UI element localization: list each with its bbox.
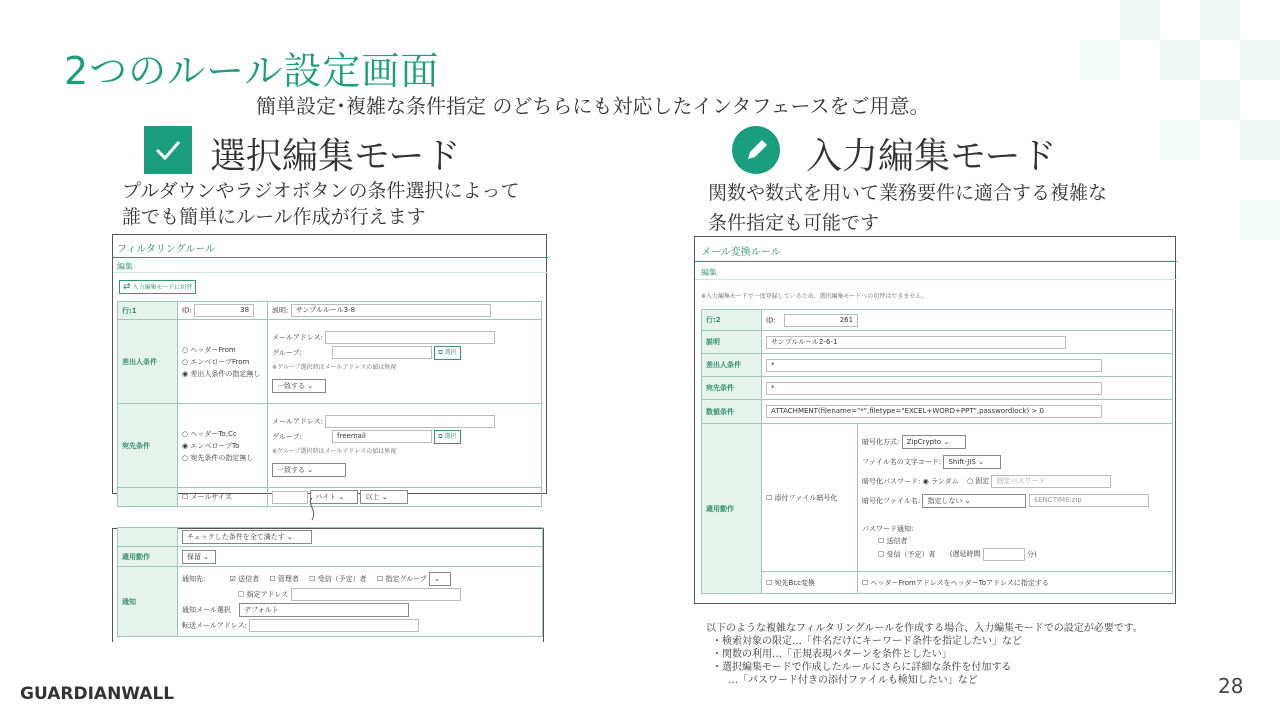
company-logo: GUARDIANWALL [20, 684, 175, 704]
pw-notify-receiver-checkbox[interactable]: ☐ 受信（予定）者 [878, 550, 936, 558]
input-mode-title: 入力編集モード [806, 136, 1057, 177]
formula-condition-input[interactable]: ATTACHMENT(filename="*",filetype="EXCEL+WORD+PPT",passwordlock) > 0 [766, 405, 1102, 418]
notify-sender-checkbox[interactable]: ☑ 送信者 [229, 574, 260, 583]
action-label: 適用動作 [118, 547, 178, 567]
notify-receiver-checkbox[interactable]: ☐ 受信（予定）者 [309, 574, 367, 583]
delay-minutes-input[interactable] [983, 548, 1025, 561]
sender-condition-label: 差出人条件 [702, 354, 762, 377]
panel-subtitle: 編集 [701, 268, 717, 277]
dest-radio-none[interactable]: ○ 宛先条件の指定無し [182, 453, 254, 462]
mail-size-input[interactable] [272, 491, 308, 504]
fixed-password-input[interactable]: 固定パスワード [991, 475, 1111, 488]
filtering-rule-panel-continued [112, 528, 544, 642]
size-unit-select[interactable]: バイト ⌄ [310, 490, 358, 504]
forward-address-input[interactable] [249, 619, 419, 632]
id-field[interactable]: 38 [194, 304, 254, 317]
action-select[interactable]: 保留 ⌄ [182, 550, 216, 564]
sender-radio-envelope-from[interactable]: ○ エンベロープFrom [182, 357, 250, 366]
condition-combine-select[interactable]: チェックした条件を全て満たす ⌄ [182, 530, 312, 544]
sender-condition-input[interactable]: * [766, 359, 1102, 372]
panel-subtitle: 編集 [117, 262, 133, 271]
notify-mail-select[interactable]: デフォルト [239, 603, 409, 617]
sender-radio-none[interactable]: ◉ 差出人条件の指定無し [182, 369, 261, 378]
password-fixed-radio[interactable]: ○ 固定 [966, 477, 990, 485]
panel-title: メール変換ルール [701, 247, 781, 258]
dest-group-input[interactable]: freemail [332, 430, 432, 443]
notify-group-checkbox[interactable]: ☐ 指定グループ [376, 574, 427, 583]
destination-condition-label: 宛先条件 [118, 404, 178, 488]
conversion-rule-table: 行:2 ID: 261 説明 サンプルルール2-6-1 差出人条件 * 宛先条件 * 数値条件 ATTACHMENT(filename="*",filetype="EXCEL+WORD+PPT",passwordlock) > 0 適用動作 ☐ 添付ファイル暗号化 暗号化方式: ZipCrypto ⌄ ファイル名の文字コード: Shift-JIS ⌄ 暗号化パスワード: ◉ ランダム ○ 固定 固定パスワード 暗号化ファイル名: 指定しない ⌄ $ENCTIME.zip パスワード通知: ☐ 送信者 ☐ 受信（予定）者 (遅延時間 分) ☐ 宛先Bcc変換 ☐ ヘッダーFromアドレスをヘッダーToアドレスに指定する [701, 309, 1173, 594]
select-mode-title: 選択編集モード [210, 136, 461, 177]
description-label: 説明 [702, 331, 762, 354]
formula-condition-label: 数値条件 [702, 400, 762, 424]
filter-rule-table: 行:1 ID: 38 説明: サンプルルール3-8 差出人条件 ○ ヘッダーFrom ○ エンベロープFrom ◉ 差出人条件の指定無し メールアドレス: グループ: ⧉ 選択 ※グループ選択時はメールアドレスの値は無視 一致する ⌄ 宛先条件 ○ ヘッダーTo,Cc ◉ エンベロープTo ○ 宛先条件の指定無し メールアドレス: グループ: freemail ⧉ 選択 ※グループ選択時はメールアドレスの値は無視 一致する ⌄ ☐ メールサイズ バイト ⌄ 以上 ⌄ [117, 301, 542, 507]
sender-condition-label: 差出人条件 [118, 320, 178, 404]
page-subtitle: 簡単設定･複雑な条件指定 のどちらにも対応したインタフェースをご用意。 [256, 94, 930, 118]
notify-admin-checkbox[interactable]: ☐ 管理者 [269, 574, 299, 583]
password-notify-label: パスワード通知: [862, 524, 914, 533]
notify-label: 通知 [118, 567, 178, 637]
mail-size-checkbox[interactable]: ☐ メールサイズ [182, 493, 232, 501]
dest-group-select-button[interactable]: ⧉ 選択 [434, 430, 460, 444]
destination-condition-input[interactable]: * [766, 382, 1102, 395]
page-title: 2つのルール設定画面 [64, 49, 440, 93]
pw-notify-sender-checkbox[interactable]: ☐ 送信者 [878, 536, 908, 545]
bcc-convert-checkbox[interactable]: ☐ 宛先Bcc変換 [766, 578, 816, 587]
size-compare-select[interactable]: 以上 ⌄ [360, 490, 408, 504]
continuation-mark-icon [304, 496, 320, 526]
dest-mail-address-input[interactable] [325, 415, 495, 428]
row-label: 行:2 [702, 310, 762, 331]
header-from-to-checkbox[interactable]: ☐ ヘッダーFromアドレスをヘッダーToアドレスに指定する [862, 578, 1049, 587]
filename-charset-select[interactable]: Shift-JIS ⌄ [943, 455, 1001, 469]
dest-radio-envelope-to[interactable]: ◉ エンベロープTo [182, 441, 240, 450]
sender-match-select[interactable]: 一致する ⌄ [272, 379, 326, 393]
pen-icon [732, 126, 780, 174]
sender-group-select-button[interactable]: ⧉ 選択 [434, 346, 460, 360]
group-note: ※グループ選択時はメールアドレスの値は無視 [272, 447, 397, 455]
encrypted-filename-select[interactable]: 指定しない ⌄ [922, 494, 1026, 508]
row-label: 行:1 [118, 302, 178, 320]
sender-group-input[interactable] [332, 346, 432, 359]
notify-address-checkbox[interactable]: ☐ 指定アドレス [238, 590, 289, 598]
action-label: 適用動作 [702, 424, 762, 594]
encryption-method-select[interactable]: ZipCrypto ⌄ [902, 435, 966, 449]
input-mode-description: 関数や数式を用いて業務要件に適合する複雑な 条件指定も可能です [708, 182, 1108, 234]
swap-icon: ⇄ [123, 282, 131, 292]
group-note: ※グループ選択時はメールアドレスの値は無視 [272, 363, 397, 371]
filter-action-table: チェックした条件を全て満たす ⌄ 適用動作 保留 ⌄ 通知 通知先: ☑ 送信者 ☐ 管理者 ☐ 受信（予定）者 ☐ 指定グループ ⌄ ☐ 指定アドレス 通知メール選択 デフォルト 転送メールアドレス: [117, 527, 543, 637]
notify-group-select[interactable]: ⌄ [429, 572, 451, 586]
dest-radio-header-to[interactable]: ○ ヘッダーTo,Cc [182, 429, 237, 438]
mail-conversion-rule-panel [694, 236, 1176, 604]
select-mode-description: プルダウンやラジオボタンの条件選択によって 誰でも簡単にルール作成が行えます [122, 180, 520, 228]
check-icon [144, 126, 192, 174]
switch-mode-button[interactable]: ⇄ 入力編集モードに切替 [119, 280, 196, 294]
description-field[interactable]: サンプルルール3-8 [291, 304, 491, 317]
sender-mail-address-input[interactable] [325, 331, 495, 344]
encrypted-filename-input[interactable]: $ENCTIME.zip [1029, 494, 1149, 507]
input-mode-notes: 以下のような複雑なフィルタリングルールを作成する場合、入力編集モードでの設定が必要です。 ・検索対象の限定…「件名だけにキーワード条件を指定したい」など ・関数の利用…「正規表現パターンを条件としたい」 ・選択編集モードで作成したルールにさらに詳細な条件を付加する …「パスワード付きの添付ファイルも検知したい」など [706, 623, 1143, 686]
notify-address-input[interactable] [291, 588, 461, 601]
id-field[interactable]: 261 [784, 314, 858, 327]
sender-radio-header-from[interactable]: ○ ヘッダーFrom [182, 345, 236, 354]
description-field[interactable]: サンプルルール2-6-1 [766, 336, 1066, 349]
encrypt-attachment-checkbox[interactable]: ☐ 添付ファイル暗号化 [766, 493, 838, 502]
password-random-radio[interactable]: ◉ ランダム [922, 477, 959, 485]
page-number: 28 [1218, 674, 1244, 698]
panel-title: フィルタリングルール [117, 244, 216, 255]
filtering-rule-panel [112, 234, 547, 501]
dest-match-select[interactable]: 一致する ⌄ [272, 463, 346, 477]
destination-condition-label: 宛先条件 [702, 377, 762, 400]
mode-switch-note: ※入力編集モードで一度登録しているため、選択編集モードへの切替はできません。 [701, 293, 928, 300]
